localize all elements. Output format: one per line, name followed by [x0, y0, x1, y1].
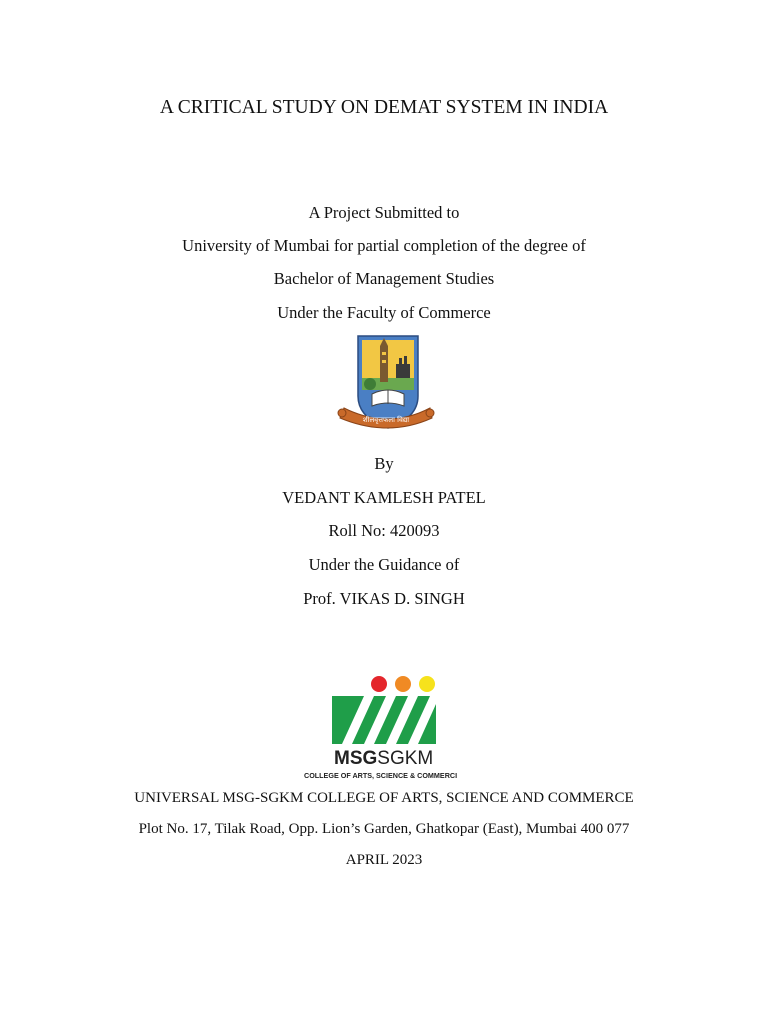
university-line: University of Mumbai for partial completion of the degree of: [182, 236, 586, 255]
guide-name: Prof. VIKAS D. SINGH: [303, 589, 465, 608]
college-logo-icon: [302, 674, 470, 782]
college-name: UNIVERSAL MSG-SGKM COLLEGE OF ARTS, SCIENCE AND COMMERCE: [134, 790, 634, 806]
svg-text:MSGSGKM: [334, 748, 433, 769]
university-crest-icon: [336, 334, 436, 436]
logo-brand-bold: MSG: [334, 748, 378, 769]
logo-tagline: COLLEGE OF ARTS, SCIENCE & COMMERCI: [304, 771, 458, 780]
roll-number: Roll No: 420093: [328, 521, 440, 540]
submission-date: APRIL 2023: [345, 852, 423, 868]
by-label: By: [374, 454, 394, 473]
author-name: VEDANT KAMLESH PATEL: [282, 488, 486, 507]
crest-motto: शीलवृत्तफला विद्या: [362, 416, 410, 424]
submission-line: A Project Submitted to: [308, 203, 460, 222]
college-address: Plot No. 17, Tilak Road, Opp. Lion’s Garden, Ghatkopar (East), Mumbai 400 077: [138, 821, 630, 837]
logo-brand-regular: SGKM: [377, 748, 434, 769]
degree-line: Bachelor of Management Studies: [273, 269, 495, 288]
guidance-label: Under the Guidance of: [308, 555, 460, 574]
document-title: A CRITICAL STUDY ON DEMAT SYSTEM IN INDIA: [159, 97, 609, 118]
faculty-line: Under the Faculty of Commerce: [277, 303, 491, 322]
